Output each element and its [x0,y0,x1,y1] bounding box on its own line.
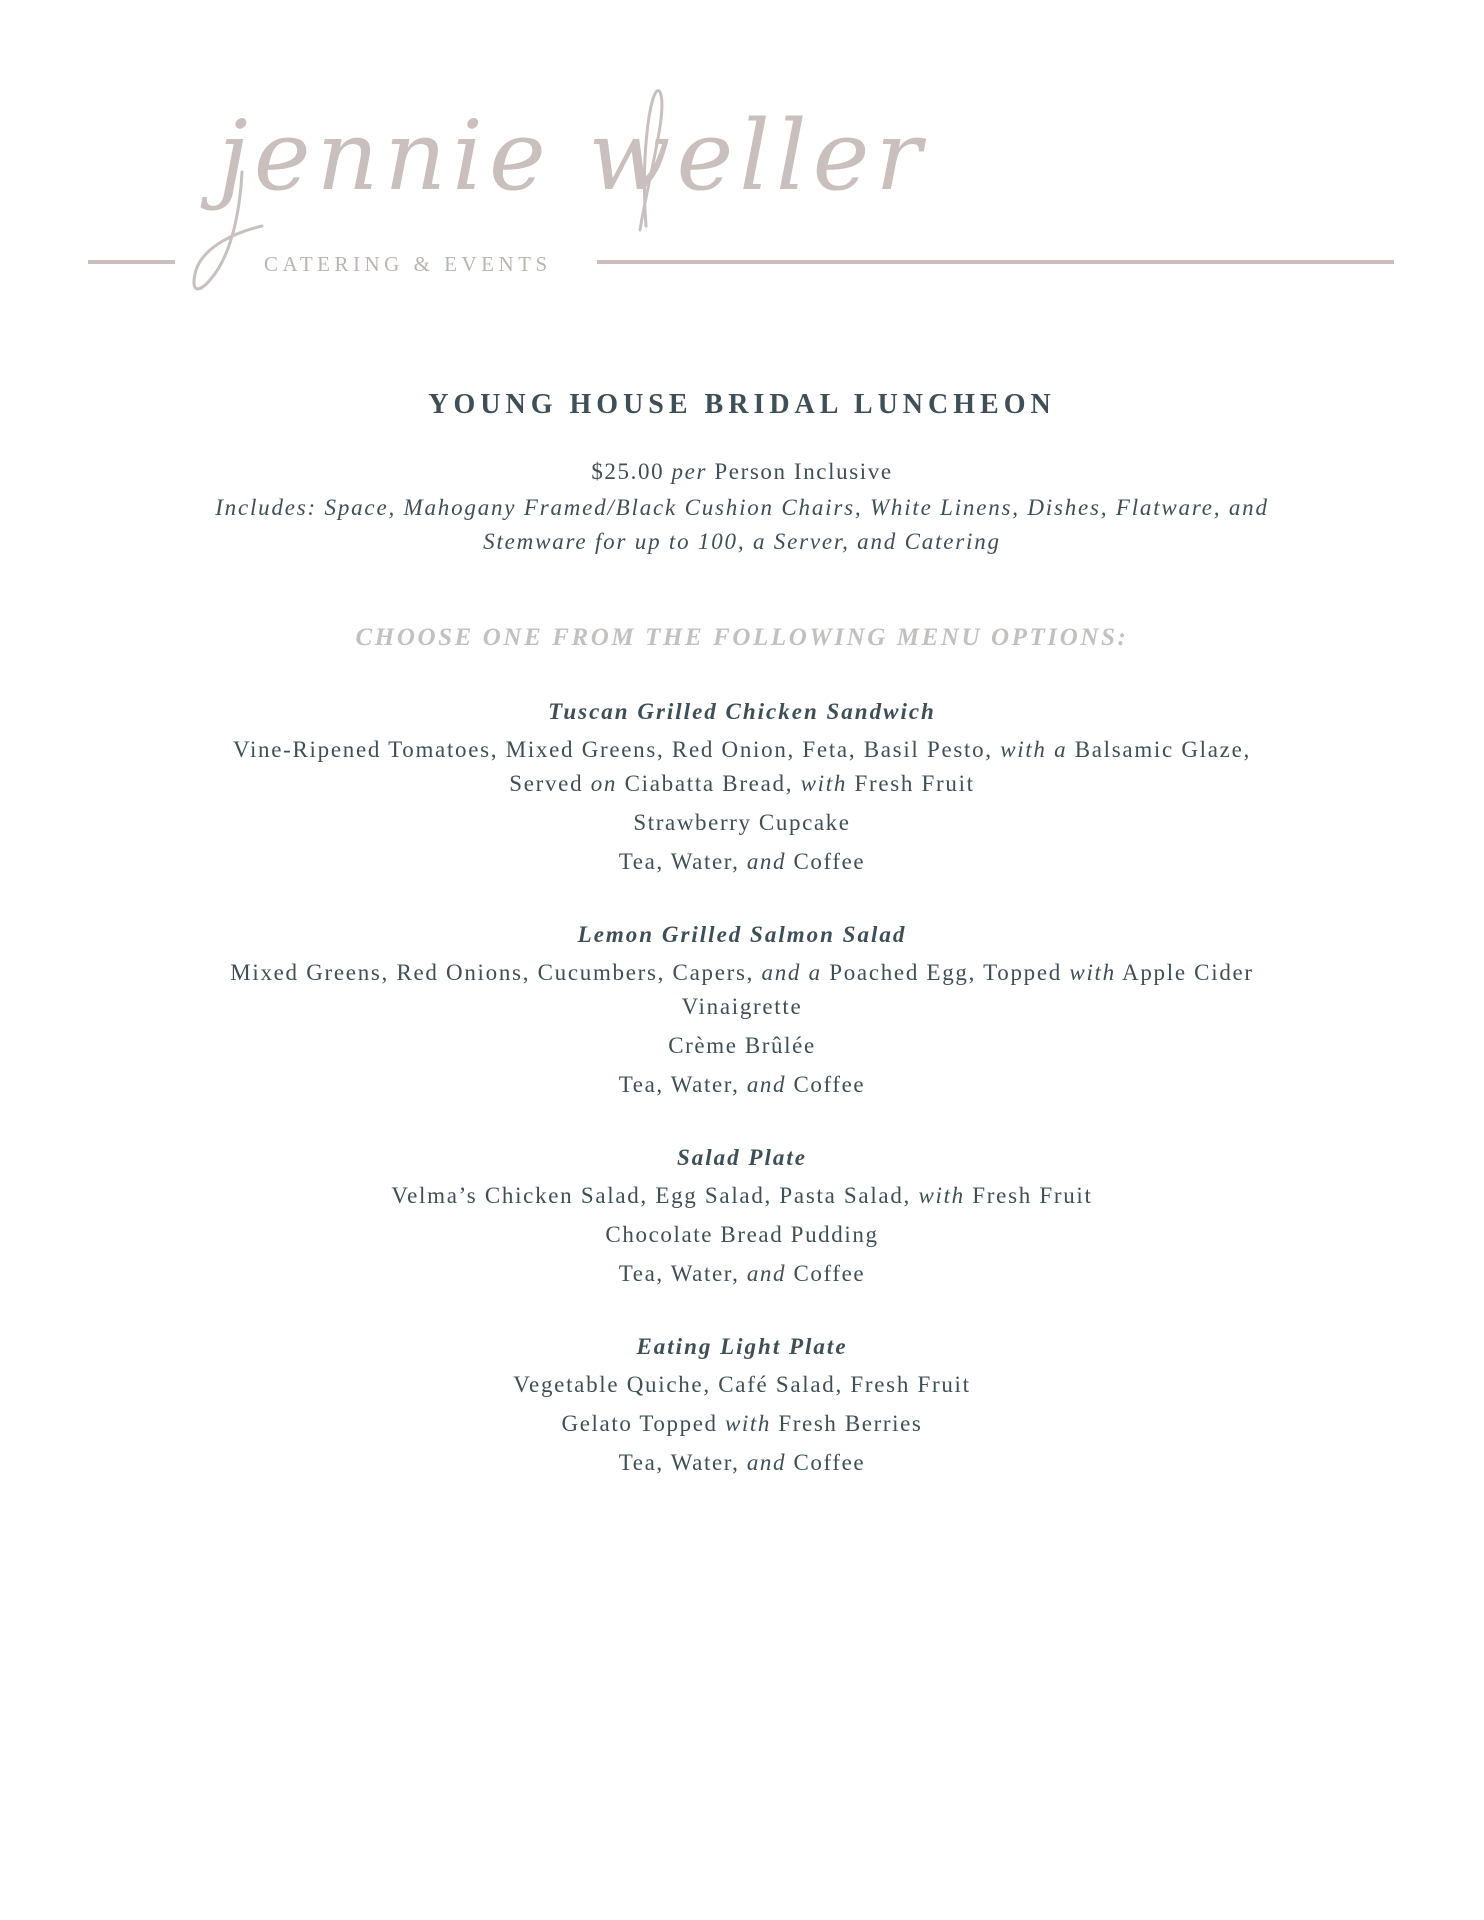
drinks-italic: and [746,1261,787,1286]
desc-text: Apple Cider Vinaigrette [681,960,1254,1019]
desc-text: Mixed Greens, Red Onions, Cucumbers, Capers, [230,960,762,985]
drinks-italic: and [746,1450,787,1475]
includes-text: Includes: Space, Mahogany Framed/Black Cushion Chairs, White Linens, Dishes, Flatware, and Stemware for up to 100, a Server, and Catering [215,495,1269,554]
desc-italic: with [800,771,848,796]
option-description [212,956,1272,1024]
drinks-text: Tea, Water, [618,1072,747,1097]
menu-option [0,1141,1484,1291]
option-drinks [0,1257,1484,1291]
option-dessert [0,1407,1484,1441]
menu-options [0,695,1484,1480]
choose-heading: CHOOSE ONE FROM THE FOLLOWING MENU OPTIONS: [355,624,1129,651]
menu-content [0,385,1484,1519]
price-suffix: Person Inclusive [714,459,893,484]
drinks-text: Tea, Water, [618,849,747,874]
option-drinks [0,1068,1484,1102]
option-description [212,733,1272,801]
drinks-italic: and [746,1072,787,1097]
option-name: Salad Plate [677,1145,807,1170]
event-title: YOUNG HOUSE BRIDAL LUNCHEON [428,389,1056,420]
dessert-text: Fresh Berries [771,1411,923,1436]
option-dessert: Strawberry Cupcake [633,810,851,835]
drinks-text: Tea, Water, [618,1450,747,1475]
menu-option [0,1330,1484,1480]
desc-text: Vine-Ripened Tomatoes, Mixed Greens, Red Onion, Feta, Basil Pesto, [233,737,1001,762]
menu-option [0,918,1484,1102]
drinks-text: Coffee [786,1261,866,1286]
option-description: Vegetable Quiche, Café Salad, Fresh Fruit [513,1372,971,1397]
desc-text: Velma’s Chicken Salad, Egg Salad, Pasta Salad, [391,1183,919,1208]
drinks-italic: and [746,849,787,874]
option-name: Lemon Grilled Salmon Salad [577,922,907,947]
dessert-text: Gelato Topped [561,1411,725,1436]
option-name: Tuscan Grilled Chicken Sandwich [548,699,936,724]
drinks-text: Coffee [786,1072,866,1097]
option-name: Eating Light Plate [636,1334,848,1359]
option-dessert: Crème Brûlée [668,1033,816,1058]
desc-italic: and a [761,960,822,985]
option-drinks [0,1446,1484,1480]
desc-text: Balsamic Glaze, Served [509,737,1251,796]
brand-tagline: CATERING & EVENTS [264,252,552,276]
desc-text: Ciabatta Bread, [617,771,801,796]
price-line [0,455,1484,489]
desc-italic: with [1069,960,1116,985]
desc-italic: on [590,771,618,796]
option-dessert: Chocolate Bread Pudding [605,1222,879,1247]
desc-italic: with a [1000,737,1068,762]
dessert-italic: with [724,1411,772,1436]
drinks-text: Coffee [786,1450,866,1475]
desc-text: Poached Egg, Topped [821,960,1070,985]
desc-text: Fresh Fruit [964,1183,1093,1208]
brand-script-name: jennie weller [218,100,928,212]
drinks-text: Tea, Water, [618,1261,747,1286]
desc-italic: with [918,1183,965,1208]
price-amount: $25.00 [591,459,665,484]
price-per: per [671,459,708,484]
drinks-text: Coffee [786,849,866,874]
desc-text: Fresh Fruit [847,771,975,796]
option-drinks [0,845,1484,879]
menu-option [0,695,1484,879]
option-description [212,1179,1272,1213]
brand-logo [0,0,1484,320]
